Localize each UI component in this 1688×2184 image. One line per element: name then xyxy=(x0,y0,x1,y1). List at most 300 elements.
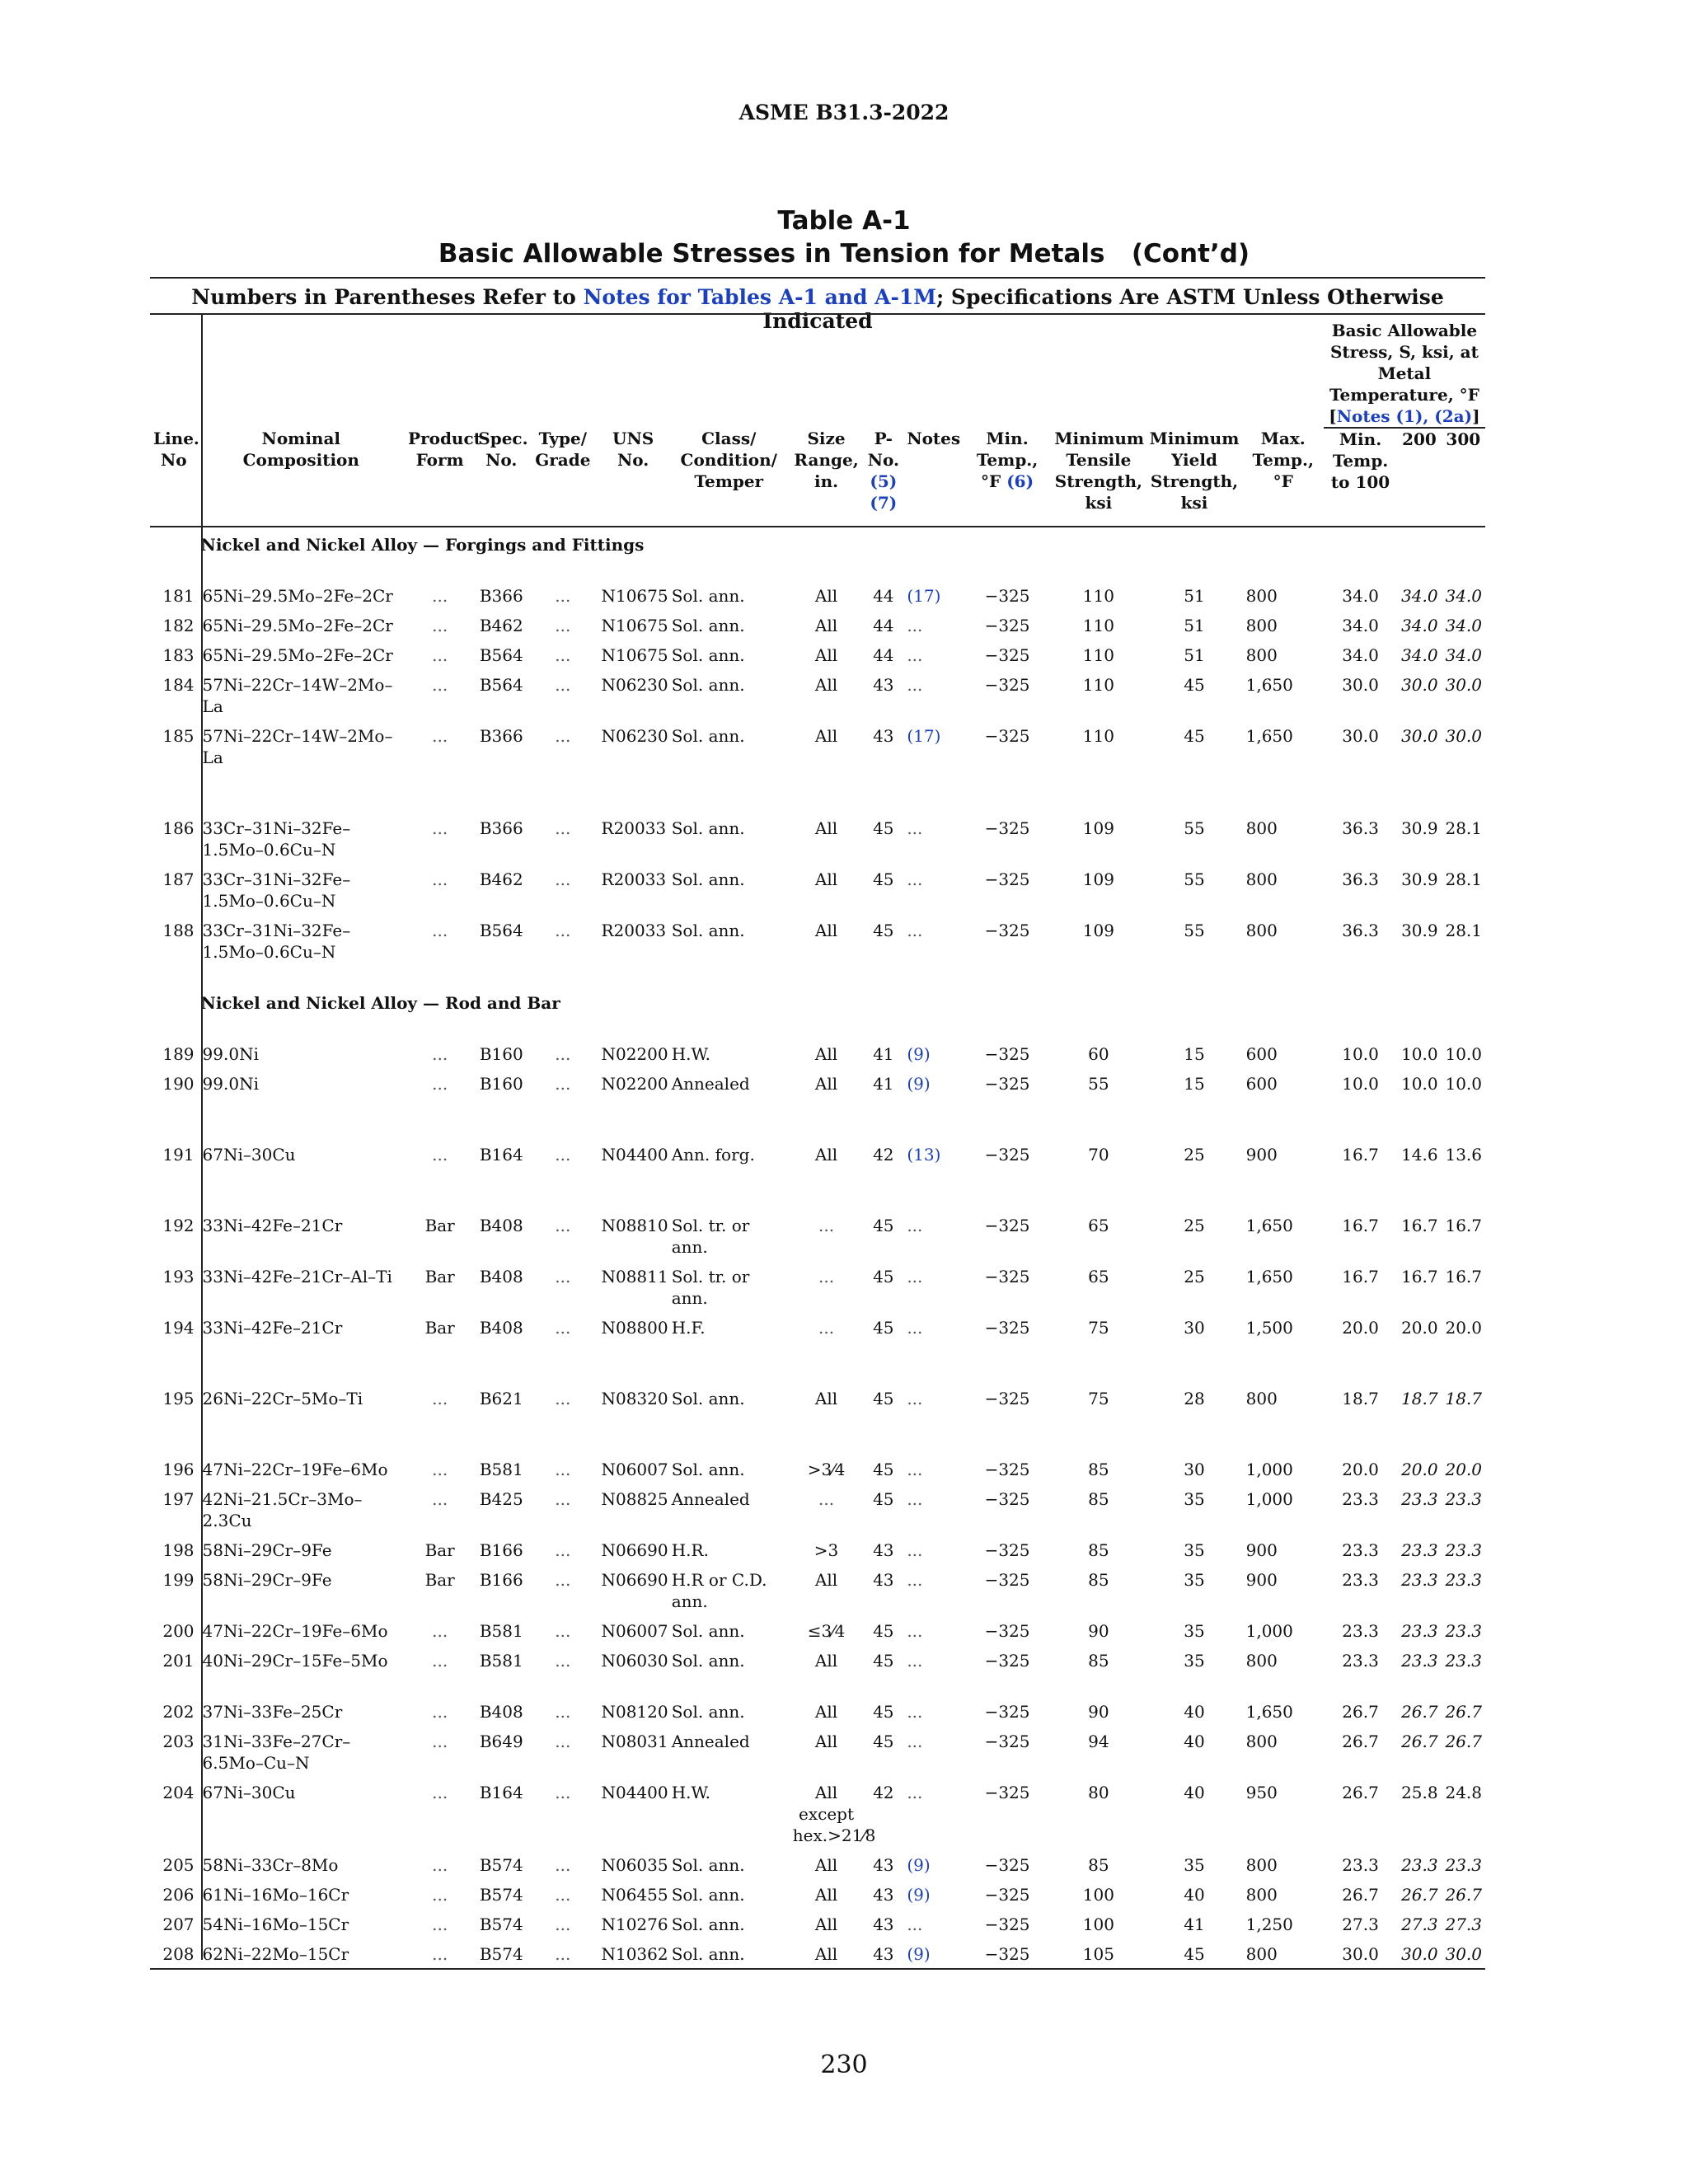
col-max-temp: Max. Temp., °F xyxy=(1243,428,1324,527)
condition-cell: Sol. ann. xyxy=(671,1855,745,1875)
notes-cell: ... xyxy=(907,1915,923,1934)
stress-100-cell: 23.3 xyxy=(1342,1570,1379,1590)
table-row xyxy=(150,555,1485,607)
line-number-cell: 182 xyxy=(162,616,195,635)
table-row xyxy=(150,1905,1485,1935)
uns-number-cell: N04400 xyxy=(601,1783,668,1802)
composition-cell: 58Ni–29Cr–9Fe xyxy=(202,1570,332,1590)
min-temp-cell: −325 xyxy=(984,1732,1030,1751)
type-grade-cell: ... xyxy=(555,1855,571,1875)
stress-300-cell: 23.3 xyxy=(1445,1540,1482,1560)
notes-cell[interactable]: (9) xyxy=(907,1885,931,1905)
yield-strength-cell: 28 xyxy=(1184,1389,1205,1408)
product-form-cell: ... xyxy=(432,1783,448,1802)
uns-number-cell: N02200 xyxy=(601,1074,668,1094)
condition-cell: H.R or C.D. ann. xyxy=(671,1570,767,1611)
col-pno-label: P- No. xyxy=(867,429,899,470)
size-range-cell: ... xyxy=(818,1216,835,1235)
min-temp-cell: −325 xyxy=(984,921,1030,940)
max-temp-cell: 950 xyxy=(1245,1783,1278,1802)
condition-cell: Sol. ann. xyxy=(671,675,745,695)
stress-300-cell: 16.7 xyxy=(1445,1267,1482,1286)
p-number-cell: 43 xyxy=(873,726,894,746)
table-row xyxy=(150,607,1485,636)
notes-cell[interactable]: (9) xyxy=(907,1044,931,1064)
uns-number-cell: N08031 xyxy=(601,1732,668,1751)
max-temp-cell: 600 xyxy=(1245,1074,1278,1094)
table-row xyxy=(150,860,1485,912)
uns-number-cell: N10675 xyxy=(601,645,668,665)
line-number-cell: 186 xyxy=(162,818,195,838)
condition-cell: Sol. ann. xyxy=(671,1702,745,1722)
yield-strength-cell: 51 xyxy=(1184,616,1205,635)
yield-strength-cell: 40 xyxy=(1184,1783,1205,1802)
line-number-cell: 204 xyxy=(162,1783,195,1802)
notes-cell[interactable]: (13) xyxy=(907,1145,941,1165)
table-row xyxy=(150,1846,1485,1876)
uns-number-cell: N08825 xyxy=(601,1489,668,1509)
stress-200-cell: 23.3 xyxy=(1401,1621,1438,1641)
line-number-cell: 192 xyxy=(162,1216,195,1235)
size-range-cell: All xyxy=(814,818,838,838)
spec-number-cell: B366 xyxy=(479,726,523,746)
stress-notes-link[interactable]: Notes (1), (2a) xyxy=(1336,406,1473,426)
col-yield: Minimum Yield Strength, ksi xyxy=(1146,428,1242,527)
col-composition: Nominal Composition xyxy=(198,428,406,527)
notes-cell: ... xyxy=(907,869,923,889)
uns-number-cell: R20033 xyxy=(601,818,667,838)
product-form-cell: ... xyxy=(432,1460,448,1479)
type-grade-cell: ... xyxy=(555,1915,571,1934)
table-row xyxy=(150,1065,1485,1094)
min-temp-cell: −325 xyxy=(984,1074,1030,1094)
type-grade-cell: ... xyxy=(555,616,571,635)
composition-cell: 61Ni–16Mo–16Cr xyxy=(202,1885,349,1905)
stress-200-cell: 14.6 xyxy=(1401,1145,1438,1165)
line-number-cell: 184 xyxy=(162,675,195,695)
notes-cell: ... xyxy=(907,1783,923,1802)
spec-number-cell: B408 xyxy=(479,1267,523,1286)
yield-strength-cell: 30 xyxy=(1184,1318,1205,1338)
composition-cell: 42Ni–21.5Cr–3Mo–2.3Cu xyxy=(202,1489,363,1530)
yield-strength-cell: 35 xyxy=(1184,1855,1205,1875)
product-form-cell: Bar xyxy=(424,1570,455,1590)
stress-300-cell: 28.1 xyxy=(1445,921,1482,940)
line-number-cell: 205 xyxy=(162,1855,195,1875)
stress-200-cell: 34.0 xyxy=(1401,586,1438,606)
p-number-cell: 45 xyxy=(873,1216,894,1235)
product-form-cell: ... xyxy=(432,921,448,940)
uns-number-cell: N10276 xyxy=(601,1915,668,1934)
stress-100-cell: 23.3 xyxy=(1342,1621,1379,1641)
tensile-strength-cell: 109 xyxy=(1082,921,1114,940)
page-number: 230 xyxy=(820,2050,868,2079)
yield-strength-cell: 40 xyxy=(1184,1702,1205,1722)
table-row xyxy=(150,1480,1485,1531)
stress-100-cell: 34.0 xyxy=(1342,645,1379,665)
size-range-cell: All except hex.>21⁄8 xyxy=(792,1783,876,1845)
stress-200-cell: 23.3 xyxy=(1401,1489,1438,1509)
line-number-cell: 191 xyxy=(162,1145,195,1165)
uns-number-cell: N06230 xyxy=(601,726,668,746)
yield-strength-cell: 55 xyxy=(1184,921,1205,940)
subhead-pre: Numbers in Parentheses Refer to xyxy=(191,285,576,309)
line-number-cell: 195 xyxy=(162,1389,195,1408)
min-temp-cell: −325 xyxy=(984,1267,1030,1286)
composition-cell: 37Ni–33Fe–25Cr xyxy=(202,1702,343,1722)
yield-strength-cell: 45 xyxy=(1184,675,1205,695)
yield-strength-cell: 15 xyxy=(1184,1074,1205,1094)
table-row xyxy=(150,636,1485,666)
stress-200-cell: 18.7 xyxy=(1401,1389,1438,1408)
stress-100-cell: 34.0 xyxy=(1342,586,1379,606)
table-title xyxy=(0,204,1688,270)
product-form-cell: ... xyxy=(432,1732,448,1751)
max-temp-cell: 800 xyxy=(1245,1389,1278,1408)
col-stress-100: Min. Temp. to 100 xyxy=(1324,428,1398,527)
p-number-cell: 44 xyxy=(873,586,894,606)
stress-200-cell: 25.8 xyxy=(1401,1783,1438,1802)
uns-number-cell: N04400 xyxy=(601,1145,668,1165)
stress-300-cell: 34.0 xyxy=(1445,586,1482,606)
notes-cell[interactable]: (17) xyxy=(907,726,941,746)
section-title: Nickel and Nickel Alloy — Forgings and Fittings xyxy=(200,535,645,555)
tensile-strength-cell: 110 xyxy=(1082,586,1114,606)
size-range-cell: All xyxy=(814,726,838,746)
min-temp-cell: −325 xyxy=(984,645,1030,665)
pno-note5-link[interactable]: (5) xyxy=(870,471,898,491)
size-range-cell: All xyxy=(814,645,838,665)
stress-300-cell: 30.0 xyxy=(1442,1935,1485,1969)
stress-200-cell: 30.9 xyxy=(1401,921,1438,940)
product-form-cell: Bar xyxy=(424,1318,455,1338)
table-header xyxy=(150,315,1485,527)
composition-cell: 62Ni–22Mo–15Cr xyxy=(198,1935,406,1969)
max-temp-cell: 800 xyxy=(1245,586,1278,606)
stress-200-cell: 26.7 xyxy=(1401,1702,1438,1722)
min-temp-cell: −325 xyxy=(984,1885,1030,1905)
col-type: Type/ Grade xyxy=(528,428,598,527)
product-form-cell: ... xyxy=(432,726,448,746)
condition-cell: Sol. ann. xyxy=(671,1389,745,1408)
type-grade-cell: ... xyxy=(555,1489,571,1509)
product-form-cell: ... xyxy=(432,1855,448,1875)
max-temp-cell: 800 xyxy=(1245,616,1278,635)
size-range-cell: All xyxy=(814,1044,838,1064)
p-number-cell: 45 xyxy=(873,1489,894,1509)
line-number-cell: 203 xyxy=(162,1732,195,1751)
notes-cell[interactable]: (9) xyxy=(907,1074,931,1094)
min-temp-cell: −325 xyxy=(984,1783,1030,1802)
condition-cell: Sol. ann. xyxy=(671,1915,745,1934)
composition-cell: 33Ni–42Fe–21Cr xyxy=(202,1318,343,1338)
stress-300-cell: 23.3 xyxy=(1445,1489,1482,1509)
size-range-cell: All xyxy=(814,1732,838,1751)
min-temp-cell: −325 xyxy=(984,1855,1030,1875)
type-grade-cell: ... xyxy=(555,726,571,746)
yield-strength-cell: 55 xyxy=(1184,818,1205,838)
stress-100-cell: 23.3 xyxy=(1342,1489,1379,1509)
p-number-cell: 45 xyxy=(873,1651,894,1671)
line-number-cell: 187 xyxy=(162,869,195,889)
stress-200-cell: 34.0 xyxy=(1401,645,1438,665)
condition-cell: Sol. ann. xyxy=(671,586,745,606)
condition-cell: H.W. xyxy=(671,1044,710,1064)
spec-number-cell: B164 xyxy=(479,1145,523,1165)
yield-strength-cell: 51 xyxy=(1184,586,1205,606)
stress-100-cell: 34.0 xyxy=(1342,616,1379,635)
p-number-cell: 42 xyxy=(873,1145,894,1165)
stress-300-cell: 26.7 xyxy=(1445,1732,1482,1751)
min-temp-cell: −325 xyxy=(984,1621,1030,1641)
col-product-form: Product Form xyxy=(405,428,475,527)
stress-100-cell: 36.3 xyxy=(1342,818,1379,838)
section-title: Nickel and Nickel Alloy — Rod and Bar xyxy=(200,993,560,1013)
col-notes: Notes xyxy=(903,428,963,527)
table-number: Table A-1 xyxy=(777,206,911,236)
spec-number-cell: B564 xyxy=(479,675,523,695)
type-grade-cell: ... xyxy=(555,1885,571,1905)
max-temp-cell: 800 xyxy=(1245,1885,1278,1905)
table-row xyxy=(150,1722,1485,1774)
size-range-cell: All xyxy=(814,586,838,606)
tensile-strength-cell: 105 xyxy=(1051,1935,1146,1969)
tensile-strength-cell: 65 xyxy=(1088,1267,1109,1286)
stress-200-cell: 27.3 xyxy=(1401,1915,1438,1934)
condition-cell: Sol. tr. or ann. xyxy=(671,1267,750,1308)
max-temp-cell: 1,000 xyxy=(1245,1489,1293,1509)
section-spacer xyxy=(150,963,198,1014)
col-min-temp-label: Min. Temp., °F xyxy=(976,429,1039,491)
col-pno xyxy=(863,428,903,527)
line-number-cell: 200 xyxy=(162,1621,195,1641)
section-header xyxy=(150,527,1485,555)
tensile-strength-cell: 65 xyxy=(1088,1216,1109,1235)
notes-cell: ... xyxy=(907,1489,923,1509)
yield-strength-cell: 45 xyxy=(1184,726,1205,746)
type-grade-cell: ... xyxy=(555,869,571,889)
notes-cell: ... xyxy=(907,1389,923,1408)
product-form-cell: ... xyxy=(432,1621,448,1641)
uns-number-cell: N08320 xyxy=(601,1389,668,1408)
notes-link[interactable]: Notes for Tables A-1 and A-1M xyxy=(583,285,936,309)
condition-cell: Sol. ann. xyxy=(671,869,745,889)
min-temp-cell: −325 xyxy=(984,616,1030,635)
stress-300-cell: 23.3 xyxy=(1445,1855,1482,1875)
min-temp-cell: −325 xyxy=(984,675,1030,695)
stress-200-cell: 26.7 xyxy=(1401,1885,1438,1905)
spec-number-cell: B425 xyxy=(479,1489,523,1509)
condition-cell: H.F. xyxy=(671,1318,706,1338)
stress-300-cell: 23.3 xyxy=(1445,1651,1482,1671)
max-temp-cell: 800 xyxy=(1245,1732,1278,1751)
line-number-cell: 206 xyxy=(162,1885,195,1905)
table-row xyxy=(150,1876,1485,1905)
product-form-cell: ... xyxy=(432,586,448,606)
p-number-cell: 45 xyxy=(873,1621,894,1641)
table-row xyxy=(150,1165,1485,1258)
composition-cell: 58Ni–29Cr–9Fe xyxy=(202,1540,332,1560)
stress-300-cell: 27.3 xyxy=(1445,1915,1482,1934)
uns-number-cell: N06690 xyxy=(601,1540,668,1560)
uns-number-cell: R20033 xyxy=(601,869,667,889)
uns-number-cell: N02200 xyxy=(601,1044,668,1064)
p-number-cell: 45 xyxy=(873,1460,894,1479)
uns-number-cell: R20033 xyxy=(601,921,667,940)
p-number-cell: 43 xyxy=(873,675,894,695)
product-form-cell: ... xyxy=(432,1915,448,1934)
type-grade-cell: ... xyxy=(555,1145,571,1165)
type-grade-cell: ... xyxy=(555,1540,571,1560)
stress-200-cell: 26.7 xyxy=(1401,1732,1438,1751)
product-form-cell: Bar xyxy=(424,1216,455,1235)
p-number-cell: 41 xyxy=(873,1044,894,1064)
max-temp-cell: 800 xyxy=(1245,921,1278,940)
stress-300-cell: 34.0 xyxy=(1445,616,1482,635)
notes-cell[interactable]: (9) xyxy=(907,1855,931,1875)
stress-200-cell: 10.0 xyxy=(1401,1044,1438,1064)
condition-cell: Ann. forg. xyxy=(671,1145,755,1165)
type-grade-cell: ... xyxy=(528,1935,598,1969)
notes-cell: ... xyxy=(907,1570,923,1590)
min-temp-cell: −325 xyxy=(964,1935,1052,1969)
p-number-cell: 45 xyxy=(873,1702,894,1722)
line-number-cell: 201 xyxy=(162,1651,195,1671)
type-grade-cell: ... xyxy=(555,1074,571,1094)
p-number-cell: 41 xyxy=(873,1074,894,1094)
stress-100-cell: 20.0 xyxy=(1342,1460,1379,1479)
max-temp-cell: 600 xyxy=(1245,1044,1278,1064)
notes-cell: ... xyxy=(907,1267,923,1286)
yield-strength-cell: 35 xyxy=(1184,1651,1205,1671)
yield-strength-cell: 35 xyxy=(1184,1489,1205,1509)
yield-strength-cell: 30 xyxy=(1184,1460,1205,1479)
pno-note7-link[interactable]: (7) xyxy=(870,493,898,513)
notes-cell: ... xyxy=(907,616,923,635)
tensile-strength-cell: 75 xyxy=(1088,1389,1109,1408)
min-temp-cell: −325 xyxy=(984,818,1030,838)
composition-cell: 58Ni–33Cr–8Mo xyxy=(202,1855,339,1875)
p-number-cell: 42 xyxy=(873,1783,894,1802)
composition-cell: 57Ni–22Cr–14W–2Mo–La xyxy=(202,726,393,767)
uns-number-cell: N08810 xyxy=(601,1216,668,1235)
composition-cell: 33Cr–31Ni–32Fe–1.5Mo–0.6Cu–N xyxy=(202,818,351,860)
notes-cell[interactable]: (17) xyxy=(907,586,941,606)
min-temp-cell: −325 xyxy=(984,1460,1030,1479)
size-range-cell: >3 xyxy=(814,1540,839,1560)
uns-number-cell: N10675 xyxy=(601,586,668,606)
condition-cell: Sol. ann. xyxy=(671,616,745,635)
min-temp-note6-link[interactable]: (6) xyxy=(1006,471,1034,491)
notes-cell: ... xyxy=(907,1702,923,1722)
tensile-strength-cell: 109 xyxy=(1082,818,1114,838)
stress-300-cell: 20.0 xyxy=(1445,1318,1482,1338)
stress-200-cell: 30.0 xyxy=(1401,675,1438,695)
composition-cell: 54Ni–16Mo–15Cr xyxy=(202,1915,349,1934)
col-line: Line. No xyxy=(150,428,198,527)
spec-number-cell: B621 xyxy=(479,1389,523,1408)
stress-300-cell: 24.8 xyxy=(1445,1783,1482,1802)
yield-strength-cell: 35 xyxy=(1184,1540,1205,1560)
allowable-stress-table xyxy=(150,315,1485,1970)
spec-number-cell: B581 xyxy=(479,1460,523,1479)
table-body xyxy=(150,527,1485,1969)
p-number-cell: 45 xyxy=(873,1318,894,1338)
condition-cell: Sol. ann. xyxy=(671,726,745,746)
table-contd: (Cont’d) xyxy=(1131,239,1250,269)
stress-100-cell: 36.3 xyxy=(1342,869,1379,889)
type-grade-cell: ... xyxy=(555,1267,571,1286)
type-grade-cell: ... xyxy=(555,1318,571,1338)
col-stress-200: 200 xyxy=(1397,428,1441,527)
size-range-cell: All xyxy=(814,1855,838,1875)
col-class: Class/ Condition/ Temper xyxy=(668,428,790,527)
line-number-cell: 190 xyxy=(162,1074,195,1094)
tensile-strength-cell: 94 xyxy=(1088,1732,1109,1751)
type-grade-cell: ... xyxy=(555,1783,571,1802)
table-row xyxy=(150,912,1485,963)
p-number-cell: 43 xyxy=(873,1540,894,1560)
product-form-cell: ... xyxy=(432,675,448,695)
composition-cell: 33Ni–42Fe–21Cr xyxy=(202,1216,343,1235)
stress-300-cell: 26.7 xyxy=(1445,1702,1482,1722)
stress-100-cell: 30.0 xyxy=(1324,1935,1398,1969)
min-temp-cell: −325 xyxy=(984,1318,1030,1338)
condition-cell: Sol. ann. xyxy=(671,1885,745,1905)
line-number-cell: 202 xyxy=(162,1702,195,1722)
p-number-cell: 45 xyxy=(873,921,894,940)
size-range-cell: All xyxy=(814,869,838,889)
tensile-strength-cell: 110 xyxy=(1082,675,1114,695)
stress-300-cell: 28.1 xyxy=(1445,869,1482,889)
min-temp-cell: −325 xyxy=(984,1570,1030,1590)
table-row xyxy=(150,1409,1485,1480)
stress-200-cell: 30.0 xyxy=(1397,1935,1441,1969)
uns-number-cell: N06230 xyxy=(601,675,668,695)
tensile-strength-cell: 109 xyxy=(1082,869,1114,889)
product-form-cell: ... xyxy=(432,1044,448,1064)
spec-number-cell: B564 xyxy=(479,921,523,940)
stress-200-cell: 30.9 xyxy=(1401,818,1438,838)
min-temp-cell: −325 xyxy=(984,1216,1030,1235)
stress-200-cell: 20.0 xyxy=(1401,1318,1438,1338)
tensile-strength-cell: 90 xyxy=(1088,1702,1109,1722)
max-temp-cell: 800 xyxy=(1245,869,1278,889)
composition-cell: 33Cr–31Ni–32Fe–1.5Mo–0.6Cu–N xyxy=(202,921,351,962)
p-number-cell: 44 xyxy=(873,616,894,635)
yield-strength-cell: 15 xyxy=(1184,1044,1205,1064)
p-number-cell: 44 xyxy=(873,645,894,665)
yield-strength-cell: 51 xyxy=(1184,645,1205,665)
tensile-strength-cell: 85 xyxy=(1088,1540,1109,1560)
condition-cell: Sol. ann. xyxy=(671,1460,745,1479)
p-number-cell: 45 xyxy=(873,1732,894,1751)
min-temp-cell: −325 xyxy=(984,869,1030,889)
yield-strength-cell: 35 xyxy=(1184,1570,1205,1590)
table-row xyxy=(150,1258,1485,1309)
p-number-cell: 45 xyxy=(873,1267,894,1286)
notes-cell[interactable]: (9) xyxy=(903,1935,963,1969)
stress-100-cell: 20.0 xyxy=(1342,1318,1379,1338)
max-temp-cell: 1,650 xyxy=(1245,675,1293,695)
spec-number-cell: B366 xyxy=(479,586,523,606)
p-number-cell: 43 xyxy=(873,1570,894,1590)
top-rule xyxy=(150,277,1485,279)
line-number-cell: 188 xyxy=(162,921,195,940)
notes-cell: ... xyxy=(907,818,923,838)
uns-number-cell: N10362 xyxy=(598,1935,668,1969)
tensile-strength-cell: 55 xyxy=(1088,1074,1109,1094)
